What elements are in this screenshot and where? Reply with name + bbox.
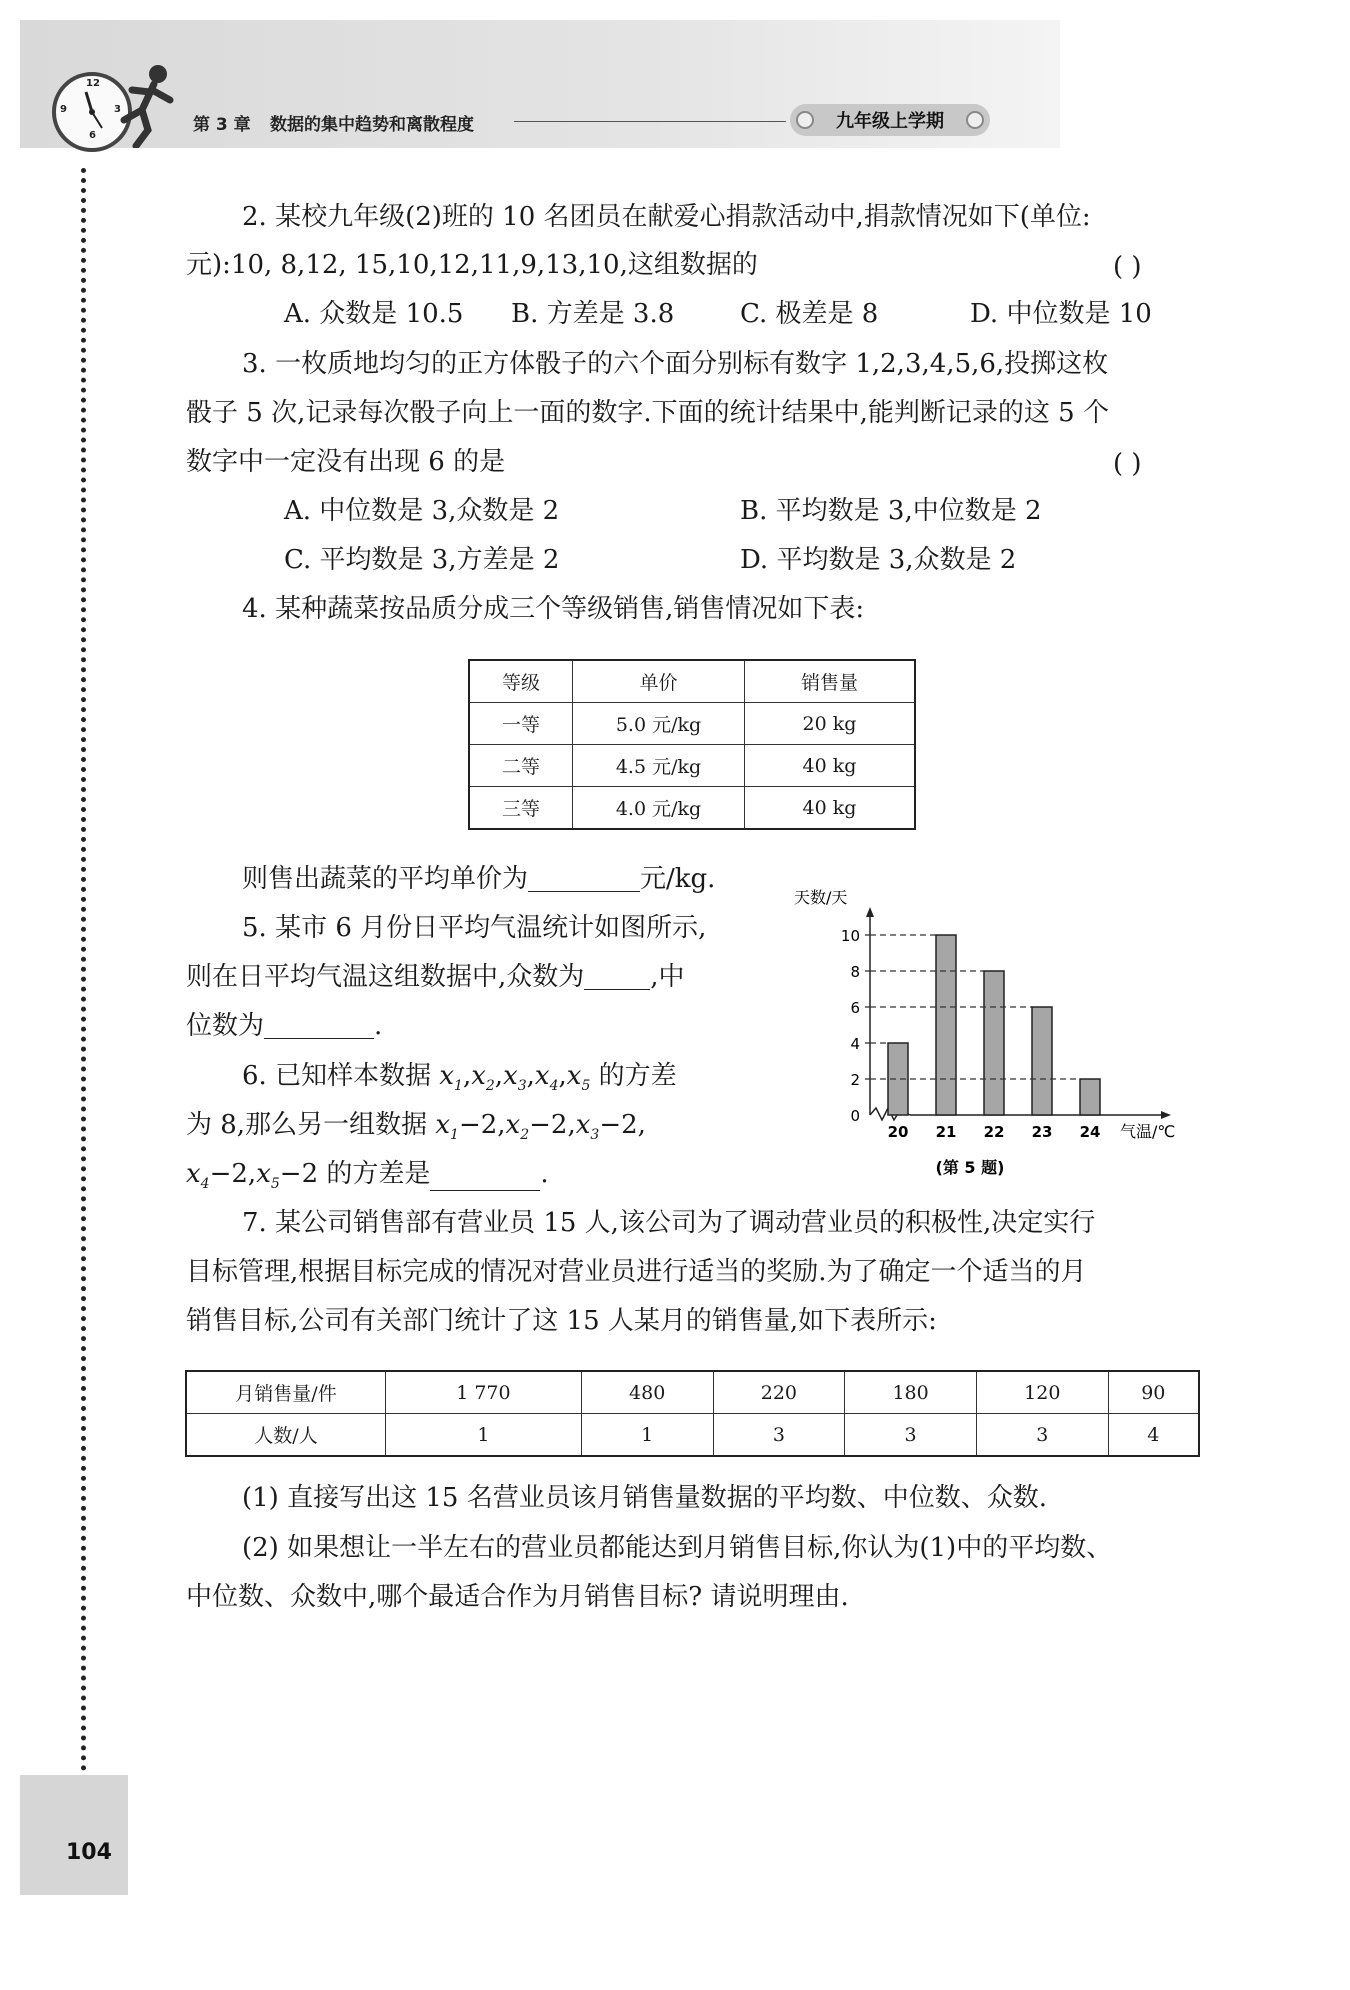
q7-sub1: (1) 直接写出这 15 名营业员该月销售量数据的平均数、中位数、众数. (242, 1483, 1047, 1513)
var-x5: $x_5$ (566, 1061, 591, 1095)
q3-line3: 数字中一定没有出现 6 的是 (186, 447, 506, 477)
q6-line3: $x_4-2,x_5-2$ 的方差是 . (186, 1159, 549, 1193)
var-x4: $x_4$ (534, 1061, 559, 1095)
q2-option-d: D. 中位数是 10 (970, 299, 1152, 329)
table-cell: 三等 (469, 787, 573, 830)
pill-dot-left (796, 111, 814, 129)
q7-line3: 销售目标,公司有关部门统计了这 15 人某月的销售量,如下表所示: (186, 1306, 937, 1336)
q4-answer-prefix: 则售出蔬菜的平均单价为 (242, 864, 529, 894)
q6-line2: 为 8,那么另一组数据 $x_1-2,x_2-2,x_3-2$, (186, 1110, 646, 1144)
q5-line3 (186, 1013, 382, 1039)
chart-y-tick-label: 10 (840, 927, 860, 945)
runner-icon (118, 60, 178, 148)
chart-y-tick-label: 2 (850, 1071, 860, 1089)
table-cell: 4.5 元/kg (573, 745, 745, 787)
var-x2: $x_2$ (471, 1061, 495, 1095)
table-cell: 480 (581, 1371, 713, 1414)
chart-x-tick-label: 23 (1031, 1123, 1053, 1141)
q6-line1: 6. 已知样本数据 $x_1,x_2,x_3,x_4,x_5$ 的方差 (242, 1061, 677, 1095)
q4-answer-blank (528, 867, 640, 892)
table-cell: 20 kg (745, 703, 916, 745)
table-row (469, 745, 915, 787)
q6-end: . (540, 1159, 549, 1189)
table-cell: 1 770 (386, 1371, 582, 1414)
grade-badge (790, 104, 990, 136)
chapter-number: 第 3 章 (193, 115, 251, 135)
q2-line1: 2. 某校九年级(2)班的 10 名团员在献爱心捐款活动中,捐款情况如下(单位: (242, 202, 1091, 232)
table-row-label: 人数/人 (186, 1414, 386, 1457)
table-row (186, 1371, 1199, 1414)
q3-line1: 3. 一枚质地均匀的正方体骰子的六个面分别标有数字 1,2,3,4,5,6,投掷这枚 (242, 349, 1109, 379)
q4-answer-suffix: 元/kg. (640, 864, 716, 894)
q6-line1b: 的方差 (598, 1061, 677, 1091)
table-row (186, 1414, 1199, 1457)
table-cell: 5.0 元/kg (573, 703, 745, 745)
pill-dot-right (966, 111, 984, 129)
q7-sales-table (185, 1370, 1200, 1457)
chart-bar (936, 935, 956, 1115)
page-number-box (20, 1775, 128, 1895)
chart-bar (984, 971, 1004, 1115)
table-header-cell: 单价 (573, 660, 745, 703)
chart-y-tick-label: 8 (850, 963, 860, 981)
table-cell: 1 (386, 1414, 582, 1457)
q3-option-c: C. 平均数是 3,方差是 2 (284, 545, 560, 575)
q6-line1a: 6. 已知样本数据 (242, 1061, 432, 1091)
table-cell: 3 (713, 1414, 845, 1457)
q5-line2 (186, 964, 685, 990)
y-axis-arrow (866, 907, 874, 917)
chart-x-tick-label: 24 (1079, 1123, 1101, 1141)
chart-y-tick-label: 0 (850, 1107, 860, 1125)
q4-line1: 4. 某种蔬菜按品质分成三个等级销售,销售情况如下表: (242, 594, 865, 624)
q5-mode-blank (584, 965, 650, 990)
var-x4-minus2: $x_4$ (186, 1159, 210, 1193)
q7-line1: 7. 某公司销售部有营业员 15 人,该公司为了调动营业员的积极性,决定实行 (242, 1208, 1096, 1238)
chart-xlabel: 气温/℃ (1120, 1122, 1176, 1141)
table-row-label: 月销售量/件 (186, 1371, 386, 1414)
q6-line2a: 为 8,那么另一组数据 (186, 1110, 428, 1140)
minus-two: −2 (599, 1110, 638, 1140)
q7-line2: 目标管理,根据目标完成的情况对营业员进行适当的奖励.为了确定一个适当的月 (186, 1257, 1087, 1287)
q5-temperature-chart (790, 885, 1210, 1190)
table-row (469, 703, 915, 745)
q5-median-blank (264, 1014, 374, 1039)
q6-answer-blank (430, 1166, 540, 1191)
table-cell: 40 kg (745, 787, 916, 830)
minus-two: −2 (279, 1159, 319, 1189)
chart-bar (1032, 1007, 1052, 1115)
table-cell: 3 (845, 1414, 977, 1457)
q4-answer-line (242, 866, 715, 892)
q2-option-c: C. 极差是 8 (740, 299, 879, 329)
q5-line2b: ,中 (650, 962, 685, 992)
table-cell: 40 kg (745, 745, 916, 787)
table-cell: 180 (845, 1371, 977, 1414)
table-row (469, 660, 915, 703)
q3-answer-paren: ( ) (1113, 449, 1142, 479)
table-cell: 4 (1108, 1414, 1199, 1457)
table-cell: 二等 (469, 745, 573, 787)
table-cell: 一等 (469, 703, 573, 745)
chapter-title: 数据的集中趋势和离散程度 (270, 115, 474, 135)
table-cell: 120 (976, 1371, 1108, 1414)
q2-option-b: B. 方差是 3.8 (511, 299, 675, 329)
q5-line2a: 则在日平均气温这组数据中,众数为 (186, 962, 585, 992)
chart-caption: (第 5 题) (935, 1158, 1005, 1177)
minus-two: −2 (458, 1110, 498, 1140)
table-cell: 1 (581, 1414, 713, 1457)
x-axis-arrow (1161, 1111, 1171, 1119)
q2-option-a: A. 众数是 10.5 (284, 299, 464, 329)
q3-line2: 骰子 5 次,记录每次骰子向上一面的数字.下面的统计结果中,能判断记录的这 5 个 (186, 398, 1109, 428)
table-cell: 90 (1108, 1371, 1199, 1414)
chart-y-tick-label: 4 (850, 1035, 860, 1053)
q7-sub2-line1: (2) 如果想让一半左右的营业员都能达到月销售目标,你认为(1)中的平均数、 (242, 1533, 1113, 1563)
table-cell: 3 (976, 1414, 1108, 1457)
chart-ylabel: 天数/天 (794, 888, 848, 907)
table-header-cell: 等级 (469, 660, 573, 703)
q5-line3b: . (374, 1011, 383, 1041)
q6-line3b: 的方差是 (326, 1159, 431, 1189)
chart-x-tick-label: 21 (935, 1123, 957, 1141)
table-cell: 4.0 元/kg (573, 787, 745, 830)
q3-option-b: B. 平均数是 3,中位数是 2 (740, 496, 1042, 526)
var-x1-minus2: $x_1$ (435, 1110, 459, 1144)
var-x3: $x_3$ (503, 1061, 527, 1095)
q2-answer-paren: ( ) (1113, 252, 1142, 282)
page-number: 104 (66, 1840, 112, 1865)
q5-line1: 5. 某市 6 月份日平均气温统计如图所示, (242, 913, 707, 943)
minus-two: −2 (209, 1159, 248, 1189)
q3-option-d: D. 平均数是 3,众数是 2 (740, 545, 1017, 575)
var-x1: $x_1$ (439, 1061, 463, 1095)
chart-x-tick-label: 22 (983, 1123, 1005, 1141)
grade-label: 九年级上学期 (836, 111, 944, 132)
clock-icon: 12 3 6 9 (52, 72, 132, 152)
q4-price-table (468, 659, 916, 830)
table-header-cell: 销售量 (745, 660, 916, 703)
q3-option-a: A. 中位数是 3,众数是 2 (284, 496, 560, 526)
chart-y-tick-label: 6 (850, 999, 860, 1017)
minus-two: −2 (529, 1110, 568, 1140)
header-rule (514, 121, 786, 122)
chart-x-tick-label: 20 (887, 1123, 909, 1141)
dotted-margin-line (81, 168, 86, 1772)
table-row (469, 787, 915, 830)
table-cell: 220 (713, 1371, 845, 1414)
q2-line2: 元):10, 8,12, 15,10,12,11,9,13,10,这组数据的 (186, 250, 758, 280)
q5-line3a: 位数为 (186, 1011, 265, 1041)
q7-sub2-line2: 中位数、众数中,哪个最适合作为月销售目标? 请说明理由. (186, 1582, 849, 1612)
chart-bar (1080, 1079, 1100, 1115)
